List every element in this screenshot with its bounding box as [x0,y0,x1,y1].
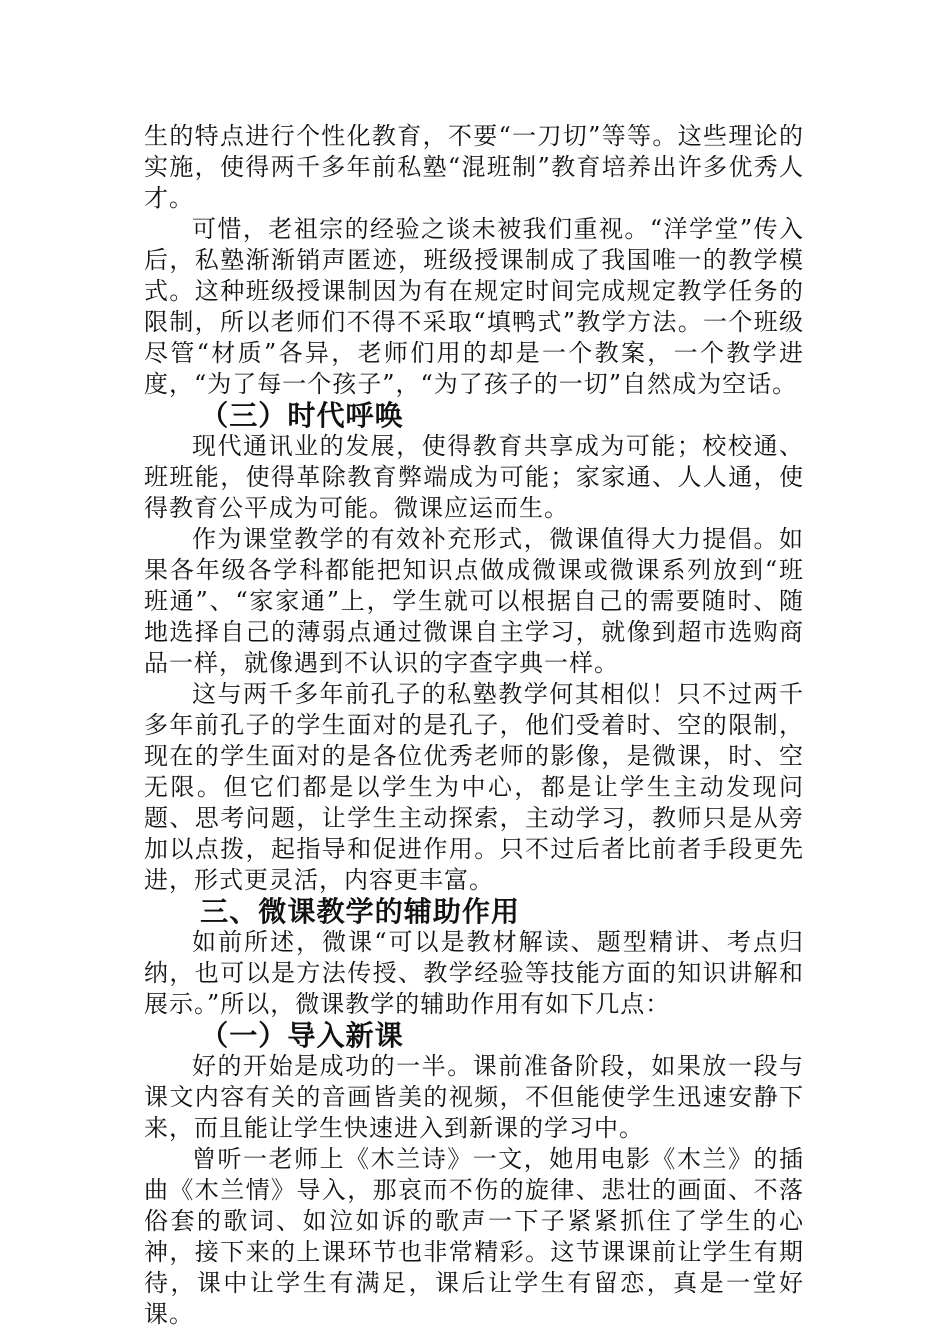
paragraph-continuation: 生的特点进行个性化教育，不要“一刀切”等等。这些理论的实施，使得两千多年前私塾“混班制”教育培养出许多优秀人才。 [144,122,804,212]
section-heading-auxiliary-role: 三、微课教学的辅助作用 [200,895,521,928]
section-heading-introduce-lesson: （一）导入新课 [200,1019,404,1052]
paragraph-confucius-comparison: 这与两千多年前孔子的私塾教学何其相似！只不过两千多年前孔子的学生面对的是孔子，他们受着时、空的限制，现在的学生面对的是各位优秀老师的影像，是微课，时、空无限。但它们都是以学生为中心，都是让学生主动发现问题、思考问题，让学生主动探索，主动学习，教师只是从旁加以点拨，起指导和促进作用。只不过后者比前者手段更先进，形式更灵活，内容更丰富。 [144,680,804,894]
section-heading-era-call: （三）时代呼唤 [200,399,404,432]
document-page [144,121,804,1330]
paragraph-good-start: 好的开始是成功的一半。课前准备阶段，如果放一段与课文内容有关的音画皆美的视频，不但能使学生迅速安静下来，而且能让学生快速进入到新课的学习中。 [144,1052,804,1142]
paragraph-as-mentioned: 如前所述，微课“可以是教材解读、题型精讲、考点归纳，也可以是方法传授、教学经验等技能方面的知识讲解和展示。”所以，微课教学的辅助作用有如下几点： [144,928,804,1018]
paragraph-ancestral-experience: 可惜，老祖宗的经验之谈未被我们重视。“洋学堂”传入后，私塾渐渐销声匿迹，班级授课制成了我国唯一的教学模式。这种班级授课制因为有在规定时间完成规定教学任务的限制，所以老师们不得不采取“填鸭式”教学方法。一个班级尽管“材质”各异，老师们用的却是一个教案，一个教学进度，“为了每一个孩子”，“为了孩子的一切”自然成为空话。 [144,215,804,398]
paragraph-mulan-example: 曾听一老师上《木兰诗》一文，她用电影《木兰》的插曲《木兰情》导入，那哀而不伤的旋律、悲壮的画面、不落俗套的歌词、如泣如诉的歌声一下子紧紧抓住了学生的心神，接下来的上课环节也非常精彩。这节课课前让学生有期待，课中让学生有满足，课后让学生有留恋，真是一堂好课。 [144,1145,804,1328]
paragraph-effective-supplement: 作为课堂教学的有效补充形式，微课值得大力提倡。如果各年级各学科都能把知识点做成微课或微课系列放到“班班通”、“家家通”上，学生就可以根据自己的需要随时、随地选择自己的薄弱点通过微课自主学习，就像到超市选购商品一样，就像遇到不认识的字查字典一样。 [144,525,804,677]
paragraph-modern-communication: 现代通讯业的发展，使得教育共享成为可能；校校通、班班能，使得革除教育弊端成为可能；家家通、人人通，使得教育公平成为可能。微课应运而生。 [144,432,804,522]
